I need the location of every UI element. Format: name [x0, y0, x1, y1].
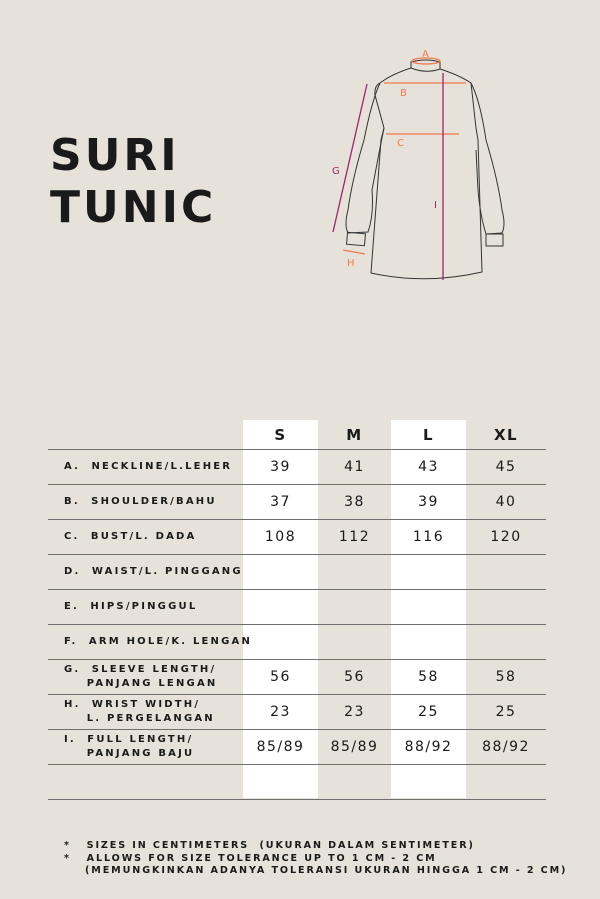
- title-line-2: TUNIC: [50, 182, 217, 233]
- cell-value: [243, 625, 318, 660]
- row-label: B. SHOULDER/BAHU: [48, 485, 243, 520]
- cell-value: [466, 555, 546, 590]
- row-label: F. ARM HOLE/K. LENGAN: [48, 625, 243, 660]
- table-row: [48, 695, 546, 730]
- cell-value: [466, 625, 546, 660]
- table-row: [48, 765, 546, 800]
- note-3: (MEMUNGKINKAN ADANYA TOLERANSI UKURAN HINGGA 1 CM - 2 CM): [64, 865, 568, 876]
- notes: [64, 840, 567, 878]
- cell-value: 38: [318, 485, 391, 520]
- cell-value: [318, 555, 391, 590]
- label-h: H: [347, 258, 355, 269]
- cell-value: [318, 590, 391, 625]
- cell-value: 58: [391, 660, 466, 695]
- title-line-1: SURI: [50, 130, 180, 181]
- cell-value: 88/92: [466, 730, 546, 765]
- cell-value: [391, 625, 466, 660]
- cell-value: 56: [243, 660, 318, 695]
- label-c: C: [397, 138, 404, 149]
- label-i: I: [434, 200, 437, 211]
- cell-value: [466, 765, 546, 800]
- table-header-row: [48, 420, 546, 450]
- header-size-m: M: [318, 420, 391, 450]
- cell-value: [466, 590, 546, 625]
- cell-value: 23: [243, 695, 318, 730]
- row-label: A. NECKLINE/L.LEHER: [48, 450, 243, 485]
- cell-value: 41: [318, 450, 391, 485]
- cell-value: [243, 765, 318, 800]
- row-label: D. WAIST/L. PINGGANG: [48, 555, 243, 590]
- cell-value: [391, 555, 466, 590]
- size-chart-table: [48, 420, 546, 800]
- table-row: [48, 660, 546, 695]
- cell-value: 25: [391, 695, 466, 730]
- table-row: [48, 485, 546, 520]
- cell-value: 39: [243, 450, 318, 485]
- table-row: [48, 625, 546, 660]
- cell-value: [318, 625, 391, 660]
- row-label: C. BUST/L. DADA: [48, 520, 243, 555]
- cell-value: [318, 765, 391, 800]
- table-row: [48, 590, 546, 625]
- cell-value: 39: [391, 485, 466, 520]
- header-size-s: S: [243, 420, 318, 450]
- table-row: [48, 555, 546, 590]
- cell-value: 43: [391, 450, 466, 485]
- cell-value: 37: [243, 485, 318, 520]
- row-label: G. SLEEVE LENGTH/ PANJANG LENGAN: [48, 660, 243, 695]
- cell-value: [391, 590, 466, 625]
- cell-value: [243, 555, 318, 590]
- page-title: [50, 130, 216, 234]
- cell-value: 112: [318, 520, 391, 555]
- cell-value: 23: [318, 695, 391, 730]
- cell-value: 45: [466, 450, 546, 485]
- label-g: G: [332, 166, 340, 177]
- cell-value: 85/89: [243, 730, 318, 765]
- row-label: H. WRIST WIDTH/ L. PERGELANGAN: [48, 695, 243, 730]
- tunic-measurement-diagram: [320, 40, 530, 290]
- cell-value: 58: [466, 660, 546, 695]
- label-b: B: [400, 88, 407, 99]
- cell-value: 120: [466, 520, 546, 555]
- cell-value: 88/92: [391, 730, 466, 765]
- cell-value: 85/89: [318, 730, 391, 765]
- cell-value: [243, 590, 318, 625]
- cell-value: 40: [466, 485, 546, 520]
- table-row: [48, 520, 546, 555]
- cell-value: 25: [466, 695, 546, 730]
- cell-value: 108: [243, 520, 318, 555]
- cell-value: 116: [391, 520, 466, 555]
- header-blank: [48, 420, 243, 450]
- cell-value: [391, 765, 466, 800]
- note-1: * SIZES IN CENTIMETERS (UKURAN DALAM SENTIMETER): [64, 840, 475, 851]
- header-size-l: L: [391, 420, 466, 450]
- note-2: * ALLOWS FOR SIZE TOLERANCE UP TO 1 CM - 2 CM: [64, 852, 437, 864]
- row-label: I. FULL LENGTH/ PANJANG BAJU: [48, 730, 243, 765]
- row-label: E. HIPS/PINGGUL: [48, 590, 243, 625]
- table-row: [48, 450, 546, 485]
- label-a: A: [422, 49, 429, 60]
- table-row: [48, 730, 546, 765]
- cell-value: 56: [318, 660, 391, 695]
- header-size-xl: XL: [466, 420, 546, 450]
- row-label: [48, 765, 243, 800]
